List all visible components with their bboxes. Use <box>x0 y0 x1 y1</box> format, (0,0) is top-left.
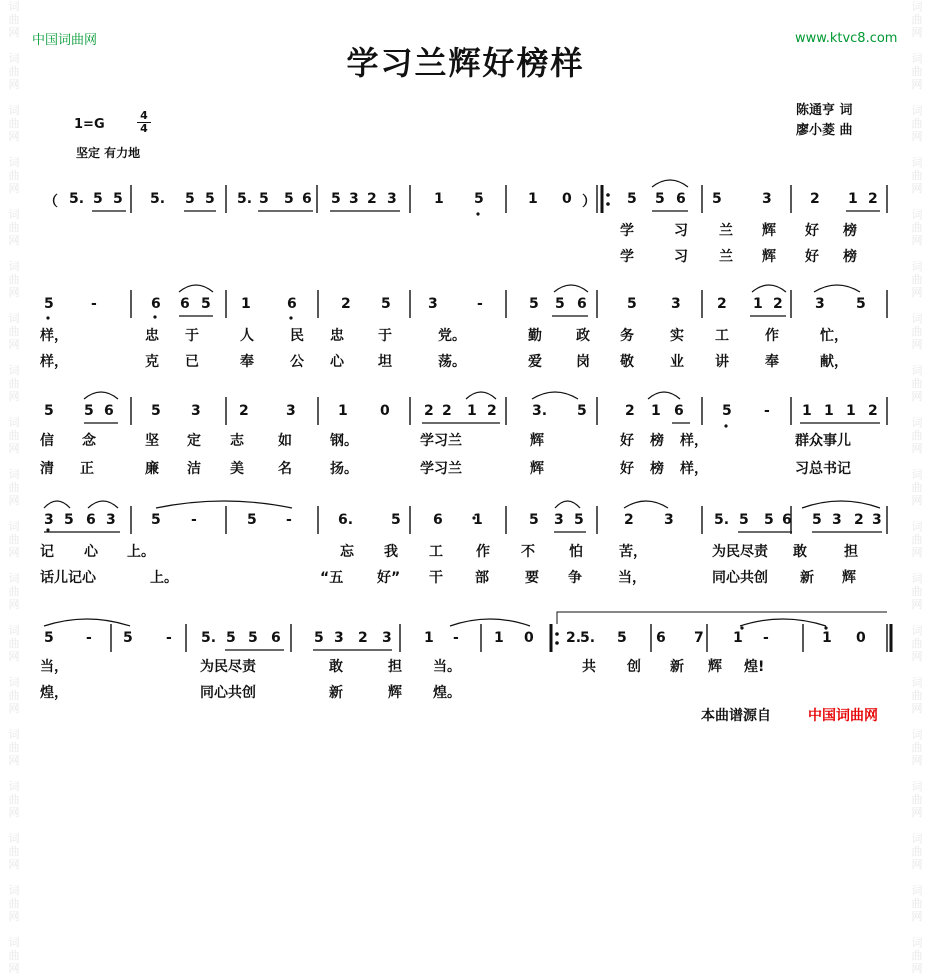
note: 1 <box>822 630 832 646</box>
lyric: 样， <box>680 433 708 449</box>
note: 3 <box>872 512 882 528</box>
lyric: 学 <box>620 249 634 265</box>
lyric: 样， <box>40 354 68 370</box>
slur <box>88 501 118 508</box>
note: 5 <box>248 630 258 646</box>
slur <box>84 392 118 399</box>
lyricist-credit: 陈通亨 词 <box>796 103 853 118</box>
lyric: 同心共创 <box>712 570 768 586</box>
lyric: 廉 <box>145 461 159 477</box>
lyric: 新 <box>329 685 343 701</box>
lyric: 当， <box>618 570 646 586</box>
footer-source-label: 本曲谱源自 <box>701 708 771 724</box>
note: 5 <box>151 403 161 419</box>
lyric: 忙， <box>820 328 848 344</box>
lyric: 学习兰 <box>420 433 462 449</box>
note: 5 <box>205 191 215 207</box>
note: 5 <box>123 630 133 646</box>
note: 5. <box>150 191 166 207</box>
note: 3 <box>671 296 681 312</box>
note: 5 <box>314 630 324 646</box>
note: 1 <box>434 191 444 207</box>
note: 0 <box>380 403 390 419</box>
lyric: 煌。 <box>433 685 461 701</box>
lyric: 忠 <box>145 328 159 344</box>
lyric: 共 <box>582 659 596 675</box>
lyric: 兰 <box>719 249 733 265</box>
lyric: 坚 <box>145 433 159 449</box>
note: 5 <box>391 512 401 528</box>
note: 1 <box>424 630 434 646</box>
note: 5 <box>84 403 94 419</box>
note: 2 <box>810 191 820 207</box>
octave-dot <box>46 316 49 319</box>
note: 2 <box>487 403 497 419</box>
lyric: 当。 <box>433 659 461 675</box>
note: 5 <box>856 296 866 312</box>
note: - <box>764 403 770 419</box>
lyric: 好 <box>620 461 634 477</box>
slur <box>555 501 580 508</box>
lyric: 辉 <box>530 433 544 449</box>
lyric: 钢。 <box>330 433 358 449</box>
lyric: 不 <box>521 544 535 560</box>
note: 2 <box>717 296 727 312</box>
lyric: 作 <box>765 328 779 344</box>
note: 3 <box>106 512 116 528</box>
note: 6. <box>338 512 354 528</box>
lyric: 习 <box>674 249 688 265</box>
lyric: 心 <box>84 544 98 560</box>
slur <box>802 501 880 508</box>
note: 5 <box>529 296 539 312</box>
ending-bracket <box>557 612 887 624</box>
note: 1 <box>802 403 812 419</box>
lyric: 克 <box>145 354 159 370</box>
note: 0 <box>562 191 572 207</box>
watermark-left: 词 曲 网 词 曲 网 词 曲 网 词 曲 网 词 曲 网 词 曲 网 词 曲 网 词 曲 网 词 曲 网 词 曲 网 词 曲 网 词 曲 网 词 曲 网 词 曲 网 词 曲 网 词 曲 网 词 曲 网 词 曲 网 词 曲 网 <box>8 0 20 975</box>
lyric: 怕 <box>569 544 583 560</box>
note: 5 <box>474 191 484 207</box>
lyric: 创 <box>627 659 641 675</box>
lyric: 同心共创 <box>200 685 256 701</box>
note: 5 <box>113 191 123 207</box>
footer-source-site[interactable]: 中国词曲网 <box>808 708 878 724</box>
lyric: 新 <box>670 659 684 675</box>
note: 2. <box>566 630 582 646</box>
note: 5 <box>627 191 637 207</box>
slur <box>740 619 826 626</box>
note: 2 <box>854 512 864 528</box>
slur <box>466 392 496 399</box>
slur <box>814 285 860 292</box>
lyric: 奉 <box>240 354 254 370</box>
lyric: 坦 <box>378 354 392 370</box>
note: 1 <box>733 630 743 646</box>
note: 2 <box>341 296 351 312</box>
lyric: 讲 <box>715 354 729 370</box>
note: 6 <box>674 403 684 419</box>
note: 0 <box>524 630 534 646</box>
note: （ <box>44 194 58 210</box>
octave-dot <box>476 212 479 215</box>
note: - <box>286 512 292 528</box>
lyric: 实 <box>670 328 684 344</box>
note: 2 <box>773 296 783 312</box>
lyric: 信 <box>40 433 54 449</box>
note: 5 <box>284 191 294 207</box>
lyric: 公 <box>290 354 304 370</box>
note: 1 <box>473 512 483 528</box>
lyric: 洁 <box>187 461 201 477</box>
note: 5 <box>44 403 54 419</box>
note: 1 <box>467 403 477 419</box>
key-signature: 1=G <box>74 117 105 132</box>
lyric: 民 <box>290 328 304 344</box>
slur <box>752 285 786 292</box>
note: 6 <box>104 403 114 419</box>
note: 3 <box>387 191 397 207</box>
lyric: 煌! <box>744 659 765 675</box>
note: 1 <box>338 403 348 419</box>
lyric: 辉 <box>530 461 544 477</box>
site-name-left[interactable]: 中国词曲网 <box>32 33 98 48</box>
lyric: 上。 <box>127 544 155 560</box>
slur <box>648 392 680 399</box>
lyric: 辉 <box>388 685 402 701</box>
note: 2 <box>868 403 878 419</box>
lyric: 我 <box>384 544 398 560</box>
note: 5. <box>69 191 85 207</box>
note: 2 <box>358 630 368 646</box>
meter-bottom: 4 <box>137 122 151 135</box>
lyric: 学习兰 <box>420 461 462 477</box>
note: 3 <box>191 403 201 419</box>
note: 5 <box>555 296 565 312</box>
note: 5 <box>722 403 732 419</box>
note: 5 <box>627 296 637 312</box>
note: 3 <box>286 403 296 419</box>
song-title: 学习兰辉好榜样 <box>346 44 585 82</box>
lyric: 名 <box>278 461 292 477</box>
lyric: 作 <box>476 544 490 560</box>
note: 6 <box>577 296 587 312</box>
lyric: 群众事儿 <box>795 433 851 449</box>
note: 5. <box>201 630 217 646</box>
lyric: 忘 <box>340 544 354 560</box>
note: - <box>166 630 172 646</box>
lyric: 辉 <box>708 659 722 675</box>
lyric: 好 <box>805 223 819 239</box>
note: 5. <box>580 630 596 646</box>
note: 6 <box>287 296 297 312</box>
note: 1 <box>241 296 251 312</box>
note: 5 <box>64 512 74 528</box>
note: 2 <box>868 191 878 207</box>
note: 1 <box>753 296 763 312</box>
lyric: 如 <box>278 433 292 449</box>
lyric: 上。 <box>150 570 178 586</box>
repeat-dot <box>606 202 610 206</box>
lyric: 岗 <box>576 354 590 370</box>
lyric: 好 <box>620 433 634 449</box>
note: 3 <box>832 512 842 528</box>
note: - <box>477 296 483 312</box>
note: 3 <box>815 296 825 312</box>
lyric: 党。 <box>438 328 466 344</box>
note: 1 <box>848 191 858 207</box>
note: 7 <box>694 630 704 646</box>
note: 5 <box>617 630 627 646</box>
note: 6 <box>302 191 312 207</box>
note: 5 <box>44 630 54 646</box>
tempo-marking: 坚定 有力地 <box>76 146 141 160</box>
note: 2 <box>239 403 249 419</box>
lyric: 榜 <box>843 249 857 265</box>
repeat-dot <box>606 193 610 197</box>
note: 5 <box>764 512 774 528</box>
lyric: 勤 <box>528 328 542 344</box>
note: 1 <box>824 403 834 419</box>
lyric: 习总书记 <box>795 461 851 477</box>
note: 3. <box>532 403 548 419</box>
note: 5 <box>712 191 722 207</box>
lyric: 辉 <box>762 223 776 239</box>
note: 6 <box>656 630 666 646</box>
lyric: 奉 <box>765 354 779 370</box>
note: 5 <box>574 512 584 528</box>
lyric: 担 <box>844 544 858 560</box>
note: 3 <box>44 512 54 528</box>
note: 6 <box>271 630 281 646</box>
site-url-right[interactable]: www.ktvc8.com <box>795 31 898 46</box>
lyric: 敢 <box>793 544 807 560</box>
slur <box>156 501 292 508</box>
note: - <box>191 512 197 528</box>
octave-dot <box>724 424 727 427</box>
lyric: 扬。 <box>330 461 358 477</box>
note: 1 <box>494 630 504 646</box>
lyric: 志 <box>230 433 244 449</box>
lyric: 记 <box>40 544 54 560</box>
note: 5 <box>259 191 269 207</box>
slur <box>179 285 213 292</box>
note: 5 <box>247 512 257 528</box>
note: 5. <box>237 191 253 207</box>
lyric: 榜 <box>650 433 664 449</box>
note: 1 <box>846 403 856 419</box>
note: 1 <box>528 191 538 207</box>
lyric: 荡。 <box>438 354 466 370</box>
lyric: 已 <box>185 354 199 370</box>
note: 5 <box>185 191 195 207</box>
slur <box>652 180 688 187</box>
lyric: 榜 <box>843 223 857 239</box>
note: 6 <box>180 296 190 312</box>
lyric: 辉 <box>842 570 856 586</box>
lyric: 担 <box>388 659 402 675</box>
lyric: 好” <box>377 570 401 586</box>
lyric: 美 <box>230 461 244 477</box>
slur <box>44 619 130 626</box>
note: 5 <box>381 296 391 312</box>
lyric: 煌， <box>40 685 68 701</box>
lyric: 当， <box>40 659 68 675</box>
note: 5 <box>529 512 539 528</box>
lyric: 敬 <box>620 354 634 370</box>
note: 3 <box>382 630 392 646</box>
octave-dot <box>46 528 49 531</box>
lyric: 苦， <box>619 544 647 560</box>
lyric: 献， <box>820 354 848 370</box>
note: 3 <box>334 630 344 646</box>
note: 2 <box>624 512 634 528</box>
lyric: 工 <box>715 328 729 344</box>
lyric: 业 <box>670 354 684 370</box>
note: 3 <box>349 191 359 207</box>
meter-top: 4 <box>140 109 148 122</box>
lyric: 话儿记心 <box>40 570 96 586</box>
lyric: 心 <box>330 354 344 370</box>
slur <box>44 501 70 508</box>
note: 6 <box>86 512 96 528</box>
lyric: 好 <box>805 249 819 265</box>
note: ） <box>582 194 596 210</box>
note: - <box>763 630 769 646</box>
lyric: “五 <box>320 570 344 586</box>
watermark-right: 词 曲 网 词 曲 网 词 曲 网 词 曲 网 词 曲 网 词 曲 网 词 曲 网 词 曲 网 词 曲 网 词 曲 网 词 曲 网 词 曲 网 词 曲 网 词 曲 网 词 曲 网 词 曲 网 词 曲 网 词 曲 网 词 曲 网 <box>911 0 923 975</box>
lyric: 政 <box>576 328 590 344</box>
note: 6 <box>433 512 443 528</box>
lyric: 干 <box>429 570 443 586</box>
note: 1 <box>651 403 661 419</box>
note: 5 <box>226 630 236 646</box>
lyric: 新 <box>800 570 814 586</box>
lyric: 辉 <box>762 249 776 265</box>
lyric: 榜 <box>650 461 664 477</box>
lyric: 人 <box>240 328 254 344</box>
note: 5 <box>201 296 211 312</box>
slur <box>624 501 668 508</box>
lyric: 样， <box>40 328 68 344</box>
lyric: 于 <box>185 328 199 344</box>
lyric: 敢 <box>329 659 343 675</box>
lyric: 忠 <box>330 328 344 344</box>
lyric: 要 <box>525 570 539 586</box>
lyric: 习 <box>674 223 688 239</box>
note: 5 <box>93 191 103 207</box>
note: 3 <box>664 512 674 528</box>
slur <box>554 285 588 292</box>
lyric: 为民尽责 <box>200 659 256 675</box>
note: 3 <box>428 296 438 312</box>
lyric: 学 <box>620 223 634 239</box>
note: 5. <box>714 512 730 528</box>
lyric: 兰 <box>719 223 733 239</box>
note: 6 <box>151 296 161 312</box>
note: - <box>91 296 97 312</box>
note: 5 <box>655 191 665 207</box>
note: 2 <box>442 403 452 419</box>
lyric: 正 <box>80 461 94 477</box>
note: 5 <box>739 512 749 528</box>
lyric: 定 <box>187 433 201 449</box>
slur <box>532 392 578 399</box>
note: 3 <box>762 191 772 207</box>
note: 5 <box>44 296 54 312</box>
lyric: 为民尽责 <box>712 544 768 560</box>
note: 2 <box>625 403 635 419</box>
note: 5 <box>331 191 341 207</box>
lyric: 争 <box>568 570 582 586</box>
note: 5 <box>151 512 161 528</box>
note: 5 <box>812 512 822 528</box>
repeat-dot <box>555 632 559 636</box>
note: 5 <box>577 403 587 419</box>
lyric: 部 <box>475 570 489 586</box>
note: 6 <box>782 512 792 528</box>
repeat-dot <box>555 641 559 645</box>
octave-dot <box>289 316 292 319</box>
note: 6 <box>676 191 686 207</box>
lyric: 务 <box>620 328 634 344</box>
lyric: 工 <box>429 544 443 560</box>
note: - <box>86 630 92 646</box>
note: - <box>453 630 459 646</box>
lyric: 爱 <box>528 354 542 370</box>
note: 3 <box>554 512 564 528</box>
octave-dot <box>153 315 156 318</box>
lyric: 念 <box>82 433 96 449</box>
lyric: 样， <box>680 461 708 477</box>
lyric: 于 <box>378 328 392 344</box>
lyric: 清 <box>40 461 54 477</box>
slur <box>450 619 530 626</box>
note: 0 <box>856 630 866 646</box>
note: 2 <box>367 191 377 207</box>
composer-credit: 廖小菱 曲 <box>796 123 853 138</box>
note: 2 <box>424 403 434 419</box>
